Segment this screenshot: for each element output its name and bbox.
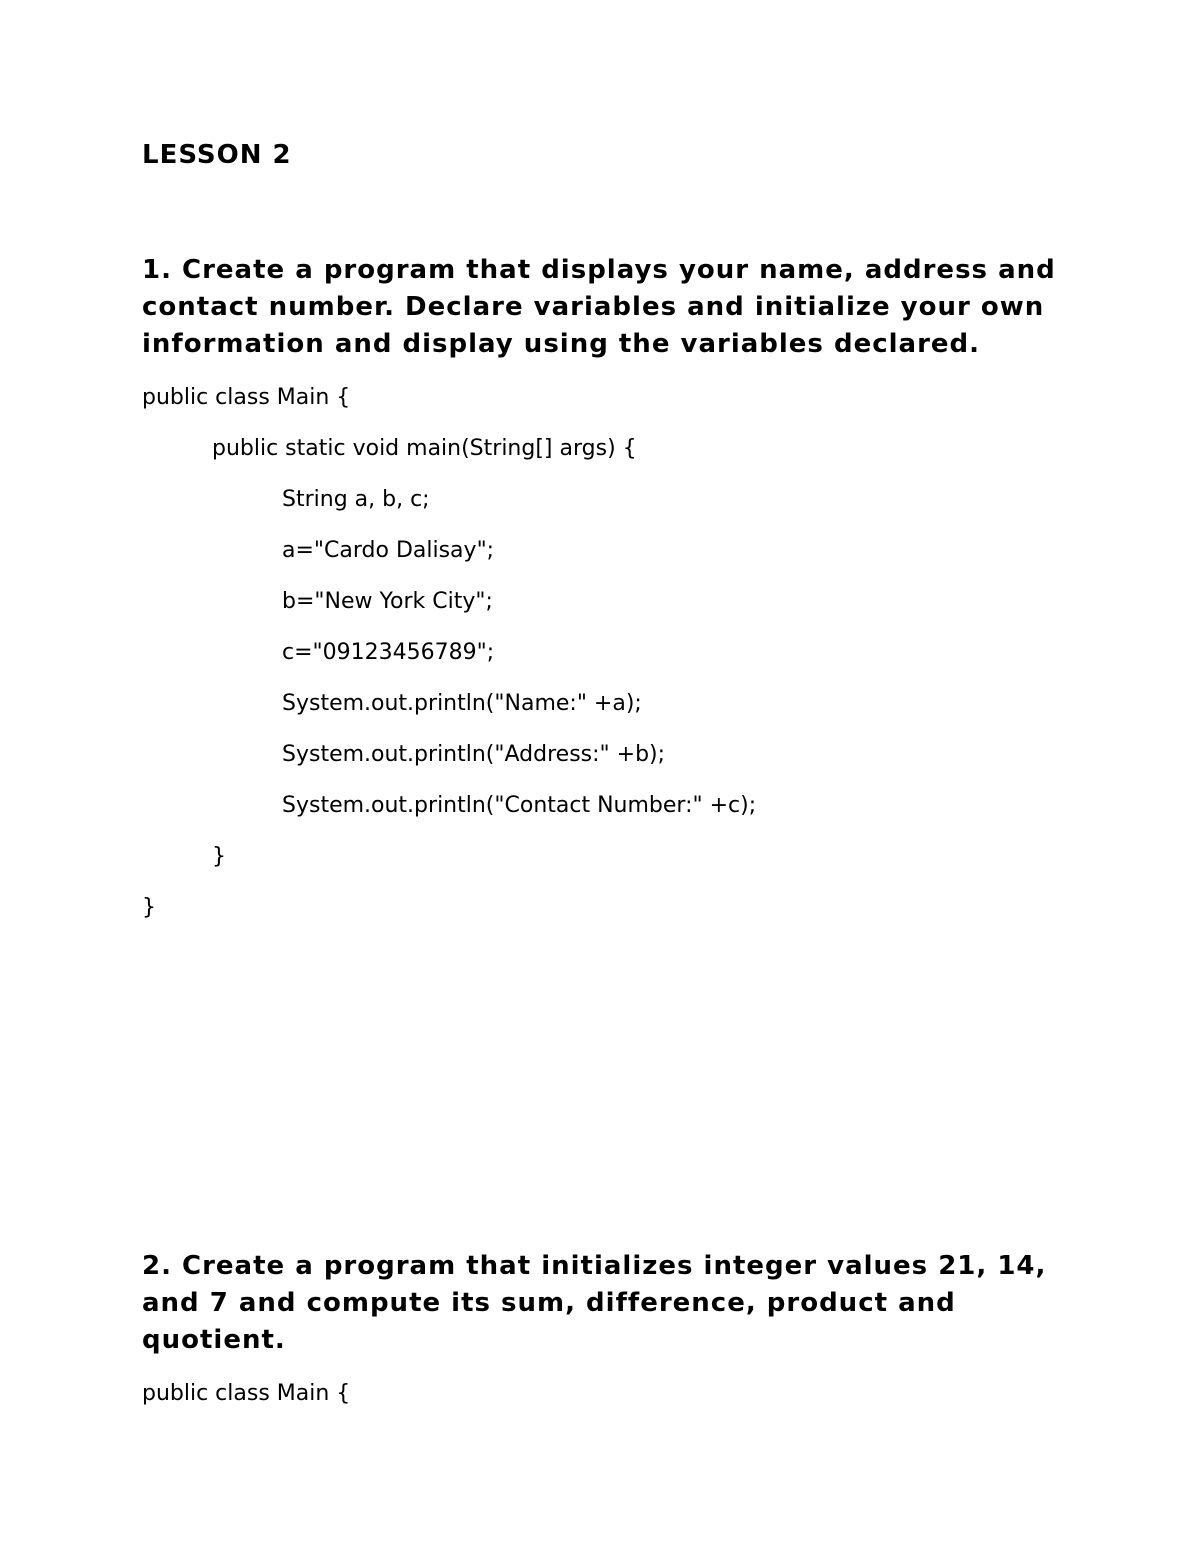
question-1-prompt <box>142 252 1102 363</box>
code-line: public static void main(String[] args) { <box>212 436 637 461</box>
question-2-line: quotient. <box>142 1325 286 1355</box>
question-2-line: and 7 and compute its sum, difference, product and <box>142 1288 956 1318</box>
code-line: public class Main { <box>142 1381 351 1406</box>
code-line: public class Main { <box>142 385 351 410</box>
code-line: b="New York City"; <box>282 589 493 614</box>
question-1-line: information and display using the variables declared. <box>142 329 981 359</box>
question-1-line: 1. Create a program that displays your name, address and <box>142 255 1056 285</box>
code-line: } <box>142 895 156 920</box>
code-line: System.out.println("Name:" +a); <box>282 691 642 716</box>
code-line: System.out.println("Contact Number:" +c); <box>282 793 757 818</box>
code-line: System.out.println("Address:" +b); <box>282 742 666 767</box>
question-2-prompt <box>142 1248 1102 1359</box>
lesson-title: LESSON 2 <box>142 140 292 170</box>
code-line: c="09123456789"; <box>282 640 495 665</box>
question-2-line: 2. Create a program that initializes integer values 21, 14, <box>142 1251 1047 1281</box>
code-line: } <box>212 844 226 869</box>
question-1-line: contact number. Declare variables and initialize your own <box>142 292 1045 322</box>
code-line: String a, b, c; <box>282 487 430 512</box>
code-line: a="Cardo Dalisay"; <box>282 538 495 563</box>
